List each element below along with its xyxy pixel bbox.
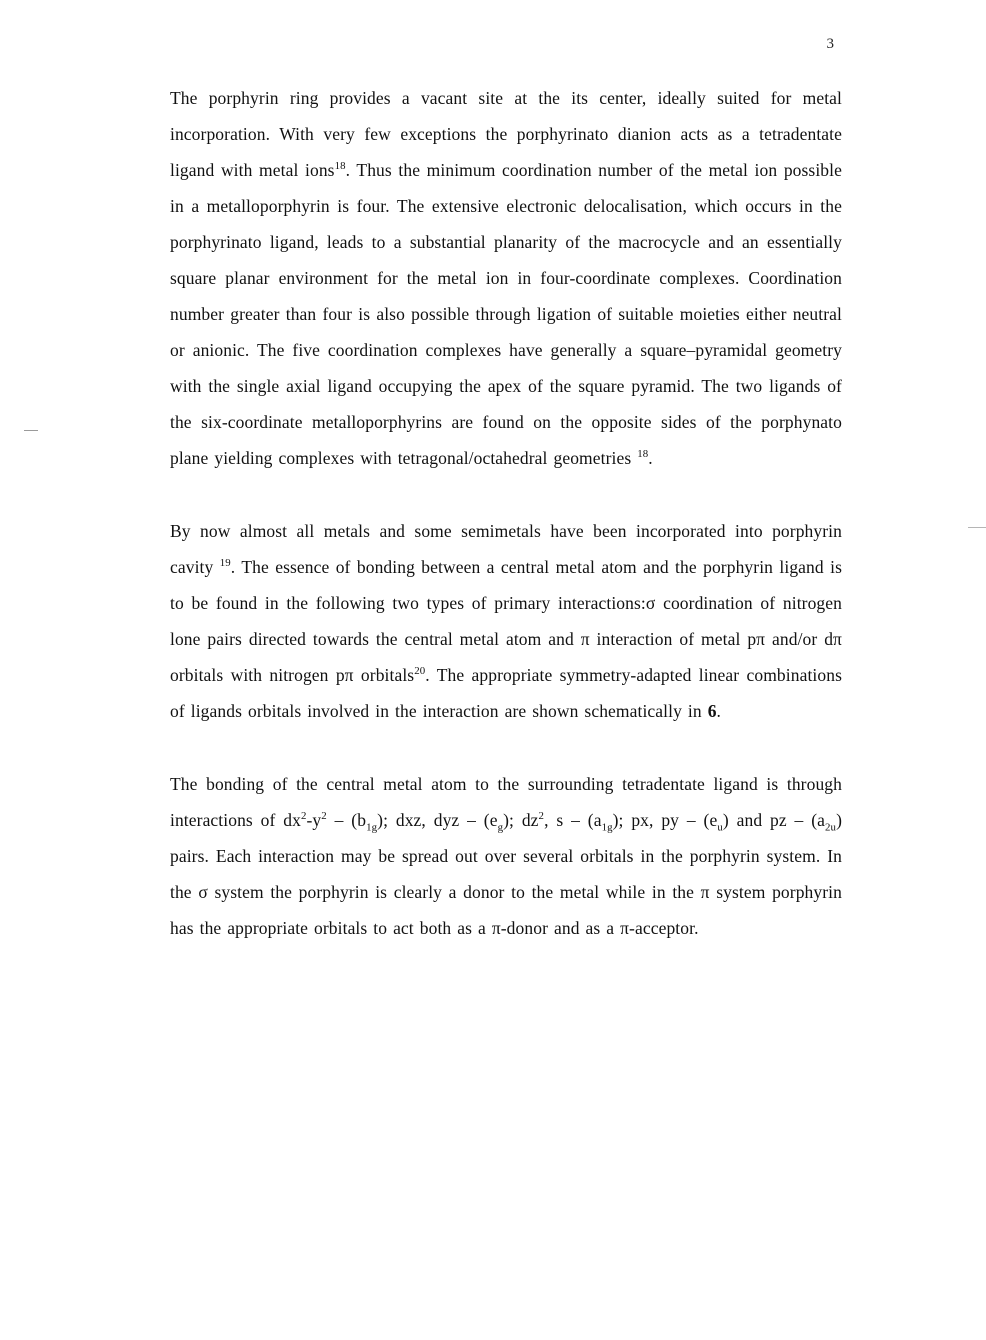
paragraph-porphyrin-coordination: The porphyrin ring provides a vacant site at the its center, ideally suited for metal incorporation. With very few exceptions the porphyrinato dianion acts as a tetradentate ligand with metal ions$^{18}$. Thus the minimum coordination number of the metal ion possible in a metalloporphyrin is four. The extensive electronic delocalisation, which occurs in the porphyrinato ligand, leads to a substantial planarity of the macrocycle and an essentially square planar environment for the metal ion in four-coordinate complexes. Coordination number greater than four is also possible through ligation of suitable moieties either neutral or anionic. The five coordination complexes have generally a square–pyramidal geometry with the single axial ligand occupying the apex of the square pyramid. The two ligands of the six-coordinate metalloporphyrins are found on the opposite sides of the porphynato plane yielding complexes with tetragonal/octahedral geometries $^{18}$. [170,88,842,468]
page-number: 3 [826,36,834,52]
scan-artifact-right-line [968,527,986,529]
paragraph-orbital-interactions: The bonding of the central metal atom to the surrounding tetradentate ligand is through interactions of $dx^2-y^2 - (b_{1g})$; dxz, dyz – $(e_g)$; $dz^2$, s – $(a_{1g})$; px, py – $(e_u)$ and pz – $(a_{2u})$ pairs. Each interaction may be spread out over several orbitals in the porphyrin system. In the σ system the porphyrin is clearly a donor to the metal while in the π system porphyrin has the appropriate orbitals to act both as a π-donor and as a π-acceptor. [170,774,842,938]
scan-artifact-left-dash [24,430,38,432]
document-text-block [170,80,842,983]
paragraph-metal-incorporation-bonding: By now almost all metals and some semimetals have been incorporated into porphyrin cavity $^{19}$. The essence of bonding between a central metal atom and the porphyrin ligand is to be found in the following two types of primary interactions:σ coordination of nitrogen lone pairs directed towards the central metal atom and π interaction of metal pπ and/or dπ orbitals with nitrogen pπ orbitals$^{20}$. The appropriate symmetry-adapted linear combinations of ligands orbitals involved in the interaction are shown schematically in 6. [170,521,842,721]
